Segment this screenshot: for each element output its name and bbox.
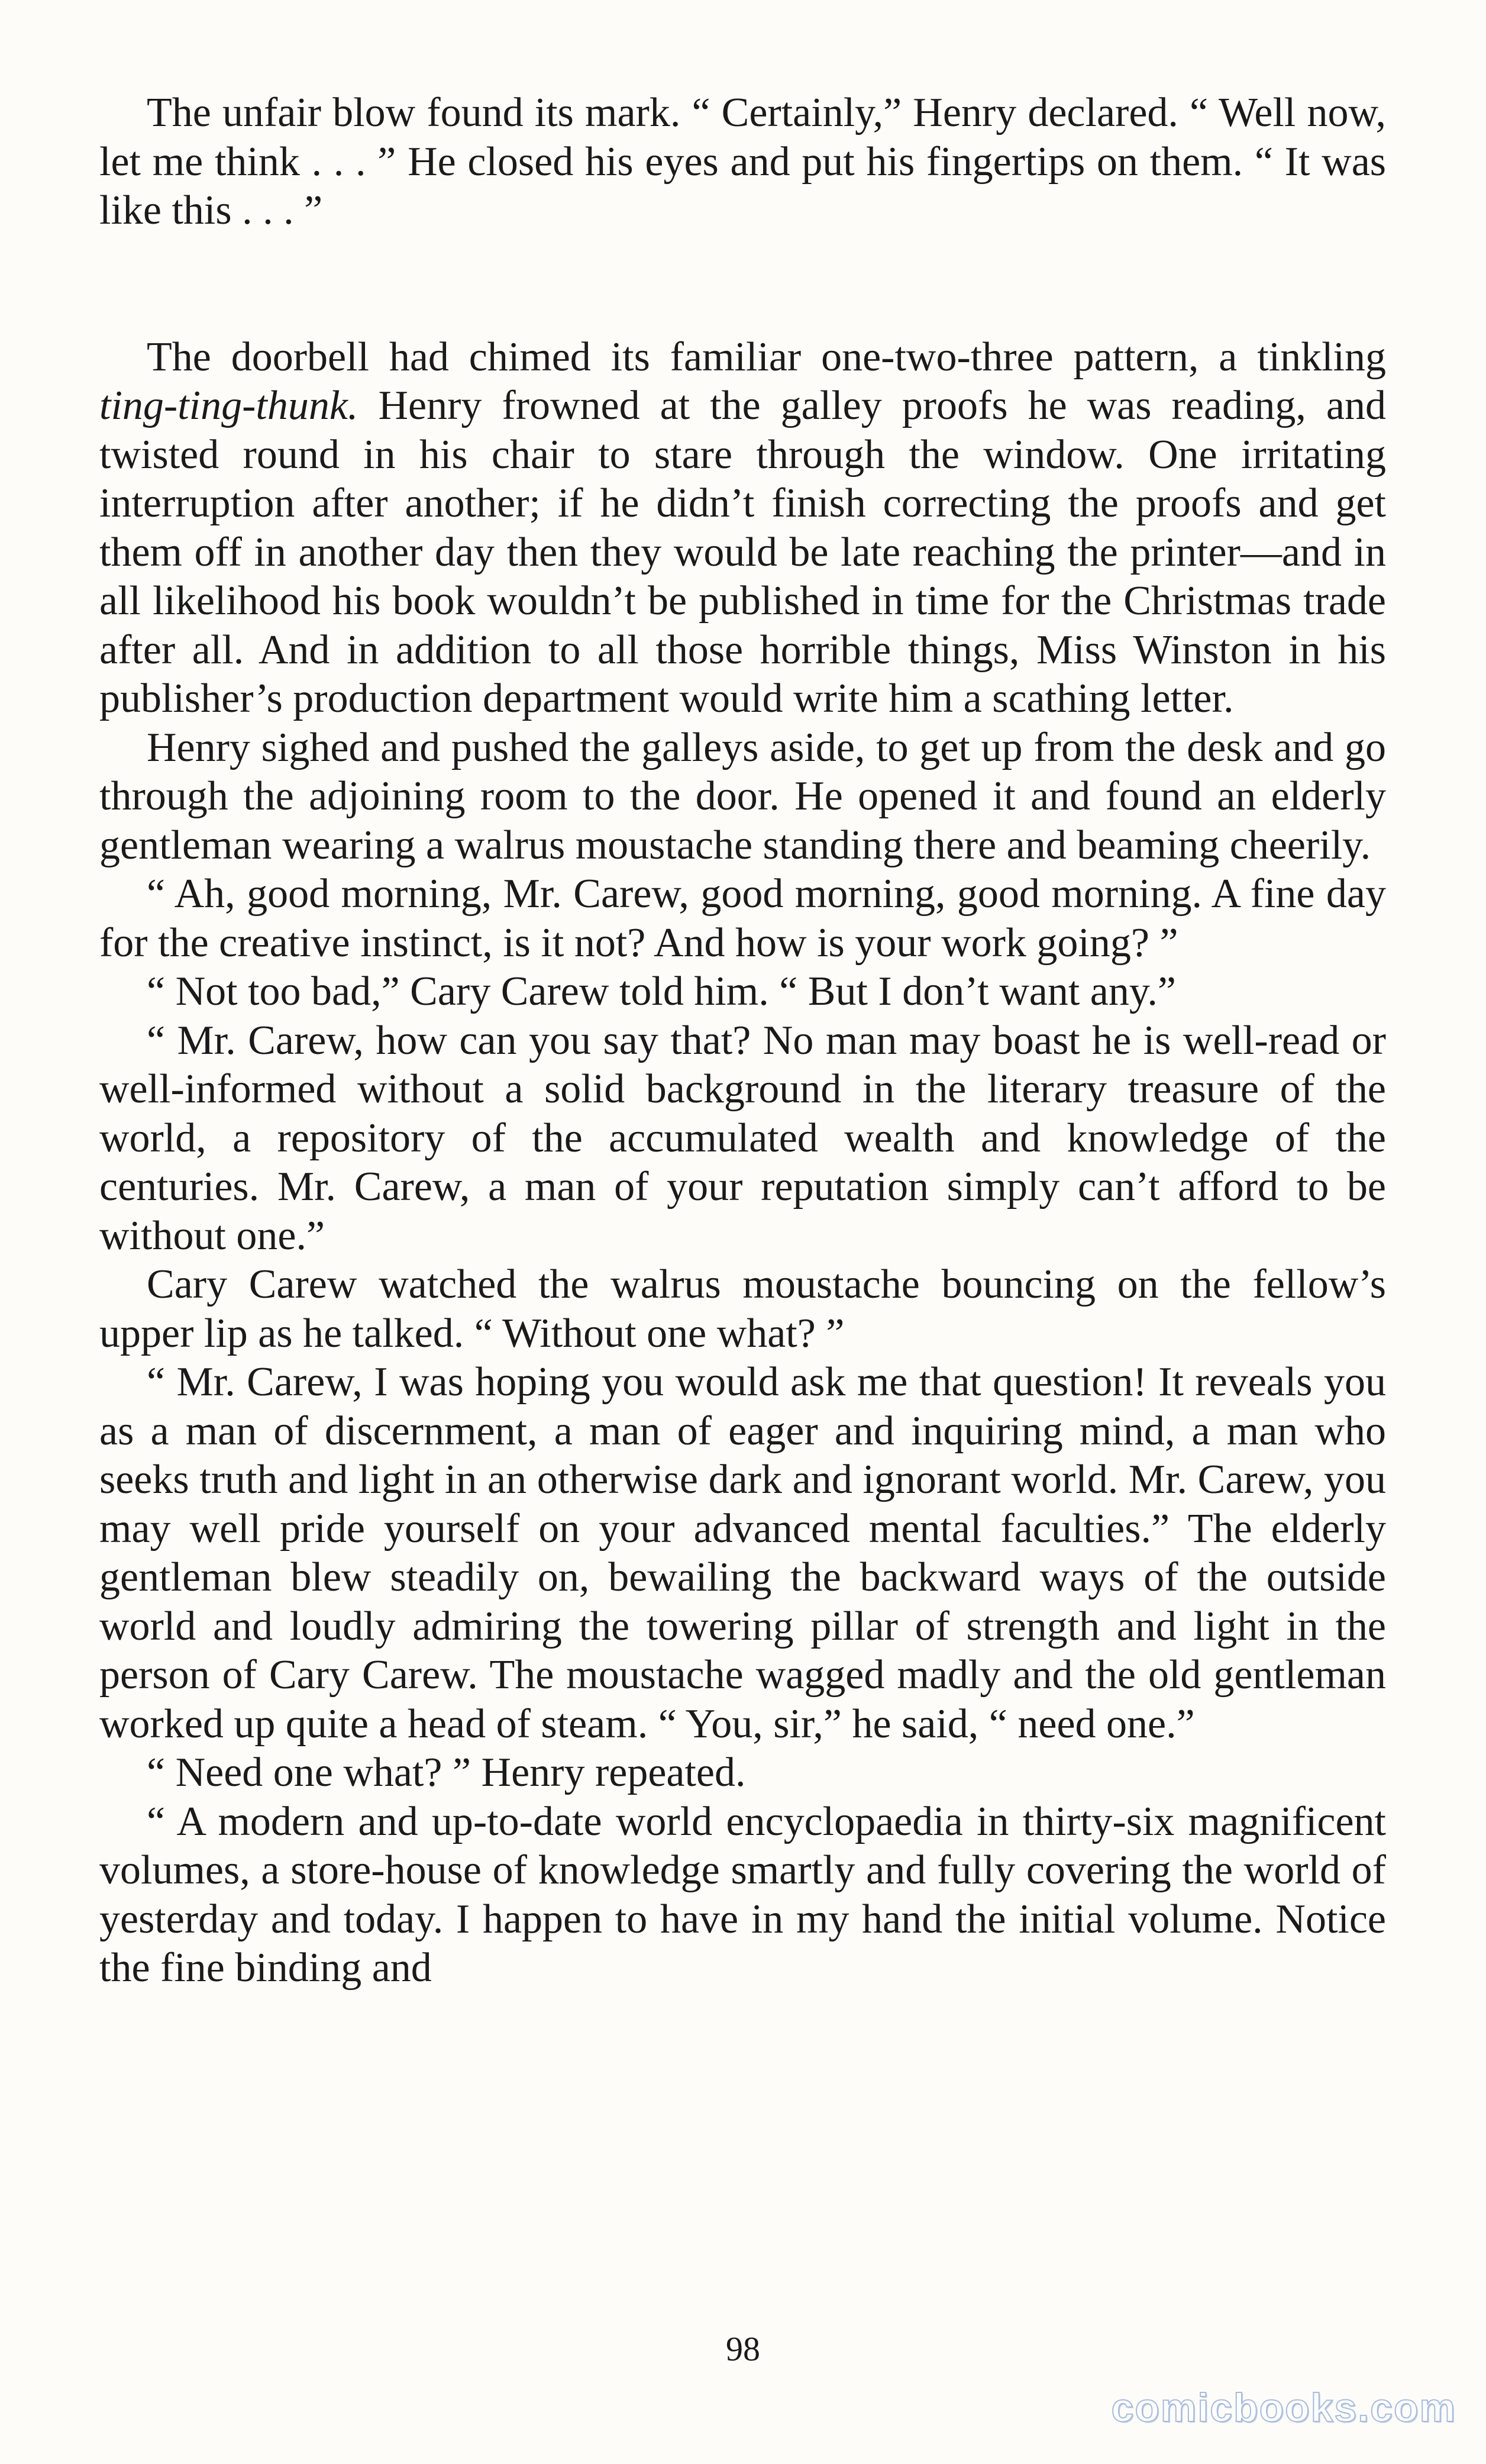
paragraph-2-italic-sound: ting-ting-thunk. bbox=[99, 383, 358, 428]
watermark-logo: comicbooks.com bbox=[1111, 2385, 1456, 2430]
page-number: 98 bbox=[726, 2330, 760, 2368]
paragraph-6: “ Mr. Carew, how can you say that? No man may boast he is well-read or well-informed without a solid background in the literary treasure of the world, a repository of the accumulated wealth and knowledge of the centuries. Mr. Carew, a man of your reputation simply can’t afford to be without one.” bbox=[99, 1017, 1386, 1259]
paragraph-2-text-a: The doorbell had chimed its familiar one-two-three pattern, a tinkling bbox=[147, 334, 1386, 380]
paragraph-5: “ Not too bad,” Cary Carew told him. “ But I don’t want any.” bbox=[147, 969, 1176, 1014]
paragraph-10: “ A modern and up-to-date world encyclopaedia in thirty-six magnificent volumes, a store-house of knowledge smartly and fully covering the world of yesterday and today. I happen to have in my hand the initial volume. Notice the fine binding and bbox=[99, 1798, 1386, 1991]
paragraph-2-text-b: Henry frowned at the galley proofs he was reading, and twisted round in his chair to stare through the window. One irritating interruption after another; if he didn’t finish correcting the proofs and get them off in another day then they would be late reaching the printer—and in all likelihood his book wouldn’t be published in time for the Christmas trade after all. And in addition to all those horrible things, Miss Winston in his publisher’s production department would write him a scathing letter. bbox=[99, 383, 1386, 721]
paragraph-2 bbox=[99, 333, 1386, 724]
paragraph-1: The unfair blow found its mark. “ Certainly,” Henry declared. “ Well now, let me think . . . ” He closed his eyes and put his fingertips on them. “ It was like this . . . ” bbox=[99, 90, 1386, 233]
paragraph-4: “ Ah, good morning, Mr. Carew, good morning, good morning. A fine day for the creative instinct, is it not? And how is your work going? ” bbox=[99, 871, 1386, 966]
paragraph-9: “ Need one what? ” Henry repeated. bbox=[147, 1750, 746, 1795]
paragraph-7: Cary Carew watched the walrus moustache bouncing on the fellow’s upper lip as he talked. “ Without one what? ” bbox=[99, 1262, 1386, 1356]
paragraph-3: Henry sighed and pushed the galleys aside, to get up from the desk and go through the adjoining room to the door. He opened it and found an elderly gentleman wearing a walrus moustache standing there and beaming cheerily. bbox=[99, 724, 1386, 868]
page-body bbox=[99, 89, 1386, 1993]
paragraph-8: “ Mr. Carew, I was hoping you would ask me that question! It reveals you as a man of discernment, a man of eager and inquiring mind, a man who seeks truth and light in an otherwise dark and ignorant world. Mr. Carew, you may well pride yourself on your advanced mental faculties.” The elderly gentleman blew steadily on, bewailing the backward ways of the outside world and loudly admiring the towering pillar of strength and light in the person of Cary Carew. The moustache wagged madly and the old gentleman worked up quite a head of steam. “ You, sir,” he said, “ need one.” bbox=[99, 1359, 1386, 1747]
